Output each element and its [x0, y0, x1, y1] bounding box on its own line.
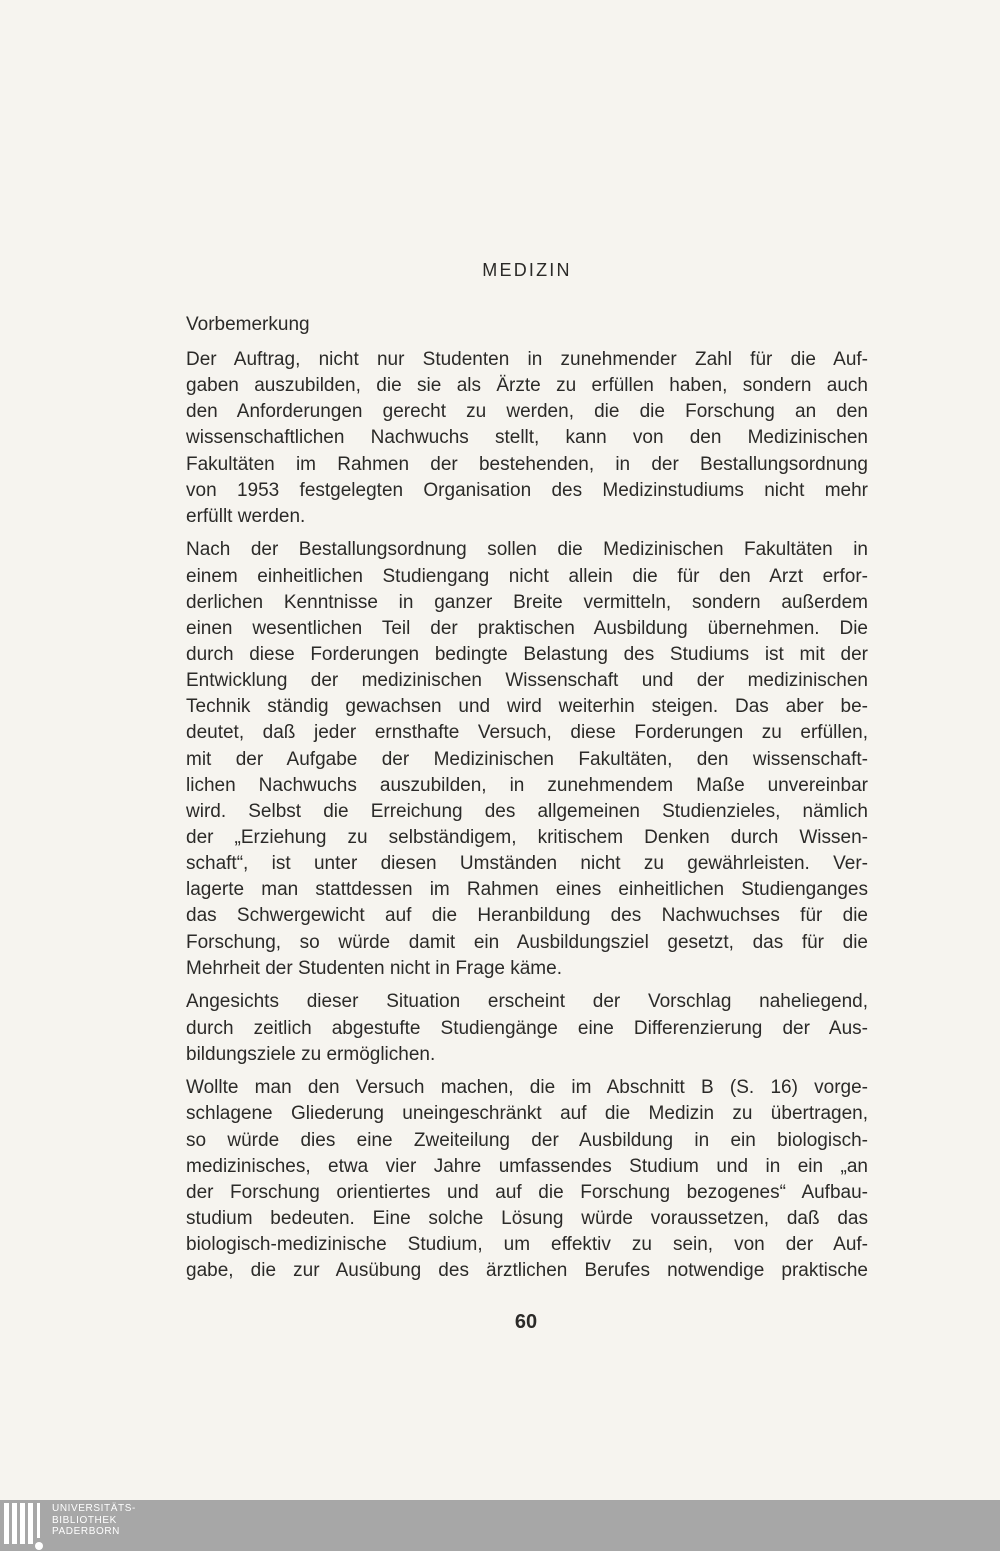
- logo-line: PADERBORN: [52, 1526, 121, 1537]
- text-line: Der Auftrag, nicht nur Studenten in zunehmender Zahl für die Auf-: [186, 349, 868, 370]
- text-line: das Schwergewicht auf die Heranbildung des Nachwuchses für die: [186, 905, 868, 927]
- text-line: lichen Nachwuchs auszubilden, in zunehmendem Maße unvereinbar: [186, 774, 868, 796]
- paragraph: [186, 1075, 868, 1284]
- text-line: biologisch-medizinische Studium, um effektiv zu sein, von der Auf-: [186, 1234, 868, 1256]
- paragraph: [186, 537, 868, 981]
- library-logo-text: [52, 1503, 136, 1538]
- text-line: Nach der Bestallungsordnung sollen die Medizinischen Fakultäten in: [186, 539, 868, 561]
- text-line: der „Erziehung zu selbständigem, kritischem Denken durch Wissen-: [186, 827, 868, 849]
- page-number: 60: [514, 1311, 538, 1333]
- section-heading: Vorbemerkung: [186, 314, 310, 335]
- text-line: Mehrheit der Studenten nicht in Frage käme.: [186, 957, 562, 979]
- text-line: lagerte man stattdessen im Rahmen eines einheitlichen Studienganges: [186, 879, 868, 901]
- text-line: Fakultäten im Rahmen der bestehenden, in der Bestallungsordnung: [186, 453, 868, 475]
- text-line: derlichen Kenntnisse in ganzer Breite vermitteln, sondern außerdem: [186, 591, 868, 613]
- text-line: schaft“, ist unter diesen Umständen nicht zu gewährleisten. Ver-: [186, 853, 868, 875]
- text-line: Angesichts dieser Situation erscheint der Vorschlag naheliegend,: [186, 991, 868, 1013]
- logo-line: UNIVERSITÄTS-: [52, 1503, 136, 1514]
- text-line: einem einheitlichen Studiengang nicht allein die für den Arzt erfor-: [186, 565, 868, 587]
- paragraph: [186, 989, 868, 1067]
- text-line: durch diese Forderungen bedingte Belastung des Studiums ist mit der: [186, 644, 868, 666]
- text-line: Entwicklung der medizinischen Wissenschaft und der medizinischen: [186, 670, 868, 692]
- text-line: erfüllt werden.: [186, 505, 306, 527]
- text-line: gaben auszubilden, die sie als Ärzte zu erfüllen haben, sondern auch: [186, 375, 868, 397]
- logo-line: BIBLIOTHEK: [52, 1514, 117, 1526]
- body-text: [186, 347, 868, 1284]
- text-line: durch zeitlich abgestufte Studiengänge eine Differenzierung der Aus-: [186, 1017, 868, 1039]
- text-line: der Forschung orientiertes und auf die Forschung bezogenes“ Aufbau-: [186, 1181, 868, 1203]
- text-line: studium bedeuten. Eine solche Lösung würde voraussetzen, daß das: [186, 1208, 868, 1229]
- text-line: mit der Aufgabe der Medizinischen Fakultäten, den wissenschaft-: [186, 748, 868, 770]
- text-line: bildungsziele zu ermöglichen.: [186, 1043, 436, 1065]
- text-line: wissenschaftlichen Nachwuchs stellt, kann von den Medizinischen: [186, 427, 868, 449]
- chapter-title: MEDIZIN: [482, 260, 572, 280]
- text-line: gabe, die zur Ausübung des ärztlichen Berufes notwendige praktische: [186, 1260, 868, 1282]
- text-line: den Anforderungen gerecht zu werden, die die Forschung an den: [186, 401, 868, 423]
- text-line: einen wesentlichen Teil der praktischen Ausbildung übernehmen. Die: [186, 617, 868, 639]
- text-line: medizinisches, etwa vier Jahre umfassendes Studium und in ein „an: [186, 1155, 868, 1177]
- text-line: Wollte man den Versuch machen, die im Abschnitt B (S. 16) vorge-: [186, 1077, 868, 1099]
- library-footer-bar: [0, 1500, 1000, 1551]
- text-line: von 1953 festgelegten Organisation des Medizinstudiums nicht mehr: [186, 479, 868, 501]
- text-line: schlagene Gliederung uneingeschränkt auf die Medizin zu übertragen,: [186, 1103, 868, 1125]
- text-line: Technik ständig gewachsen und wird weiterhin steigen. Das aber be-: [186, 696, 868, 718]
- text-line: Forschung, so würde damit ein Ausbildungsziel gesetzt, das für die: [186, 931, 868, 953]
- text-line: deutet, daß jeder ernsthafte Versuch, diese Forderungen zu erfüllen,: [186, 722, 868, 744]
- text-line: so würde dies eine Zweiteilung der Ausbildung in ein biologisch-: [186, 1129, 868, 1151]
- paragraph: [186, 347, 868, 530]
- text-line: wird. Selbst die Erreichung des allgemeinen Studienzieles, nämlich: [186, 800, 868, 822]
